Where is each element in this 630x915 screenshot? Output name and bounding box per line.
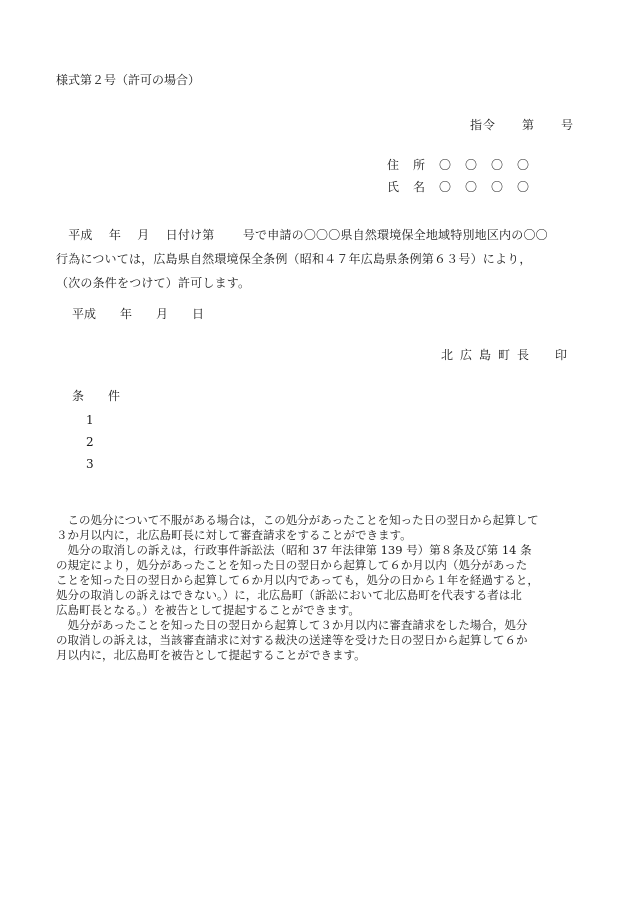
conditions-heading: 条 件 <box>72 389 127 403</box>
body-line: （次の条件をつけて）許可します。 <box>56 276 251 290</box>
permit-body <box>56 223 578 295</box>
appeal-notice <box>56 513 578 663</box>
notice-line: 処分があったことを知った日の翌日から起算して３か月以内に審査請求をした場合，処分 <box>56 618 528 632</box>
notice-line: 処分の取消しの訴えはできない。）に，北広島町（訴訟において北広島町を代表する者は北 <box>56 588 522 602</box>
notice-line: の取消しの訴えは，当該審査請求に対する裁決の送達等を受けた日の翌日から起算して６か <box>56 633 528 647</box>
condition-item: 1 <box>86 413 94 427</box>
notice-line: 処分の取消しの訴えは，行政事件訴訟法（昭和 37 年法律第 139 号）第８条及び第 14 条 <box>56 543 532 557</box>
notice-line: 月以内に，北広島町を被告として提起することができます。 <box>56 648 366 662</box>
condition-item: 3 <box>86 457 94 471</box>
body-line: 平成 年 月 日付け第 号で申請の〇〇〇県自然環境保全地域特別地区内の〇〇 <box>56 228 548 242</box>
condition-item: 2 <box>86 435 94 449</box>
notice-line: ３か月以内に，北広島町長に対して審査請求をすることができます。 <box>56 528 412 542</box>
date-line: 平成 年 月 日 <box>72 307 205 321</box>
notice-line: の規定により，処分があったことを知った日の翌日から起算して６か月以内（処分があった <box>56 558 528 572</box>
applicant-name: 氏 名 〇 〇 〇 〇 <box>387 180 531 194</box>
notice-line: ことを知った日の翌日から起算して６か月以内であっても，処分の日から１年を経過すると， <box>56 573 539 587</box>
applicant-address: 住 所 〇 〇 〇 〇 <box>387 158 531 172</box>
signer-line: 北広島町長 印 <box>440 348 574 362</box>
permit-number: 指令 第 号 <box>469 118 574 132</box>
notice-line: この処分について不服がある場合は，この処分があったことを知った日の翌日から起算して <box>56 513 539 527</box>
form-title: 様式第２号（許可の場合） <box>56 73 201 87</box>
body-line: 行為については，広島県自然環境保全条例（昭和４７年広島県条例第６３号）により， <box>56 252 532 266</box>
notice-line: 広島町長となる。）を被告として提起することができます。 <box>56 603 360 617</box>
